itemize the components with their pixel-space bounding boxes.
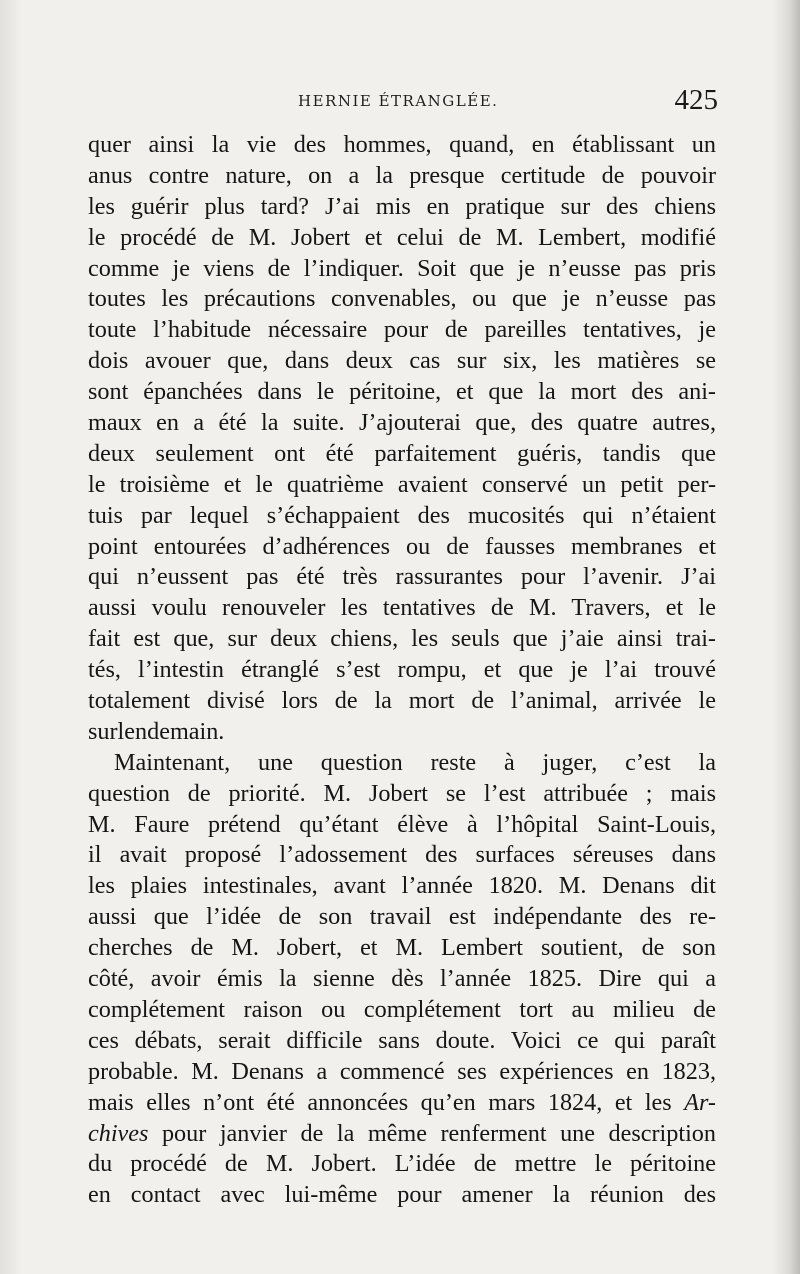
text-line: en contact avec lui-même pour amener la réunion des [88, 1181, 716, 1209]
page-header [88, 84, 718, 124]
text-line: question de priorité. M. Jobert se l’est attribuée ; mais [88, 779, 716, 807]
text-line: maux en a été la suite. J’ajouterai que, des quatre autres, [88, 409, 716, 437]
text-line: probable. M. Denans a commencé ses expériences en 1823, [88, 1057, 716, 1085]
page-right-shadow [772, 0, 800, 1274]
text-fragment: pour janvier de la même renferment une description [148, 1119, 716, 1147]
text-line: aussi que l’idée de son travail est indépendante des re- [88, 903, 716, 931]
italic-word: Ar- [684, 1088, 716, 1116]
text-fragment: mais elles n’ont été annoncées qu’en mars 1824, et les [88, 1088, 685, 1116]
text-line: il avait proposé l’adossement des surfaces séreuses dans [88, 841, 716, 869]
running-head: HERNIE ÉTRANGLÉE. [298, 92, 499, 110]
paragraph-1 [88, 130, 716, 748]
text-line: ces débats, serait difficile sans doute. Voici ce qui paraît [88, 1026, 716, 1054]
text-line: sont épanchées dans le péritoine, et que la mort des ani- [88, 378, 716, 406]
text-line: Maintenant, une question reste à juger, c’est la [114, 748, 716, 776]
text-line: comme je viens de l’indiquer. Soit que je n’eusse pas pris [88, 254, 716, 282]
text-line: M. Faure prétend qu’étant élève à l’hôpital Saint-Louis, [88, 810, 716, 838]
text-line: les guérir plus tard? J’ai mis en pratique sur des chiens [88, 192, 716, 220]
text-line: cherches de M. Jobert, et M. Lembert soutient, de son [88, 934, 716, 962]
text-line-with-italic [88, 1119, 716, 1150]
page-left-shadow [0, 0, 22, 1274]
text-line: qui n’eussent pas été très rassurantes pour l’avenir. J’ai [88, 563, 716, 591]
paragraph-2 [88, 748, 716, 1211]
text-line: totalement divisé lors de la mort de l’animal, arrivée le [88, 687, 716, 715]
italic-word: chives [88, 1119, 149, 1147]
text-line: le troisième et le quatrième avaient conservé un petit per- [88, 470, 716, 498]
text-line: aussi voulu renouveler les tentatives de M. Travers, et le [88, 594, 716, 622]
text-line: surlendemain. [88, 717, 225, 745]
text-line: fait est que, sur deux chiens, les seuls que j’aie ainsi trai- [88, 625, 716, 653]
text-line: tuis par lequel s’échappaient des mucosités qui n’étaient [88, 501, 716, 529]
text-line: deux seulement ont été parfaitement guéris, tandis que [88, 439, 716, 467]
body-text [88, 130, 716, 1211]
text-line: les plaies intestinales, avant l’année 1820. M. Denans dit [88, 872, 716, 900]
text-line: côté, avoir émis la sienne dès l’année 1825. Dire qui a [88, 965, 716, 993]
text-line: toutes les précautions convenables, ou que je n’eusse pas [88, 285, 716, 313]
text-line: quer ainsi la vie des hommes, quand, en établissant un [88, 131, 716, 158]
text-line: du procédé de M. Jobert. L’idée de mettre le péritoine [88, 1150, 716, 1178]
text-line: tés, l’intestin étranglé s’est rompu, et que je l’ai trouvé [88, 656, 716, 684]
text-line: dois avouer que, dans deux cas sur six, les matières se [88, 347, 716, 375]
text-line-with-italic [88, 1088, 716, 1119]
page-number: 425 [674, 84, 718, 116]
text-line: complétement raison ou complétement tort au milieu de [88, 995, 716, 1023]
text-line: point entourées d’adhérences ou de fausses membranes et [88, 532, 716, 560]
text-line: anus contre nature, on a la presque certitude de pouvoir [88, 161, 716, 189]
text-line: le procédé de M. Jobert et celui de M. Lembert, modifié [88, 223, 716, 251]
text-line: toute l’habitude nécessaire pour de pareilles tentatives, je [88, 316, 716, 344]
